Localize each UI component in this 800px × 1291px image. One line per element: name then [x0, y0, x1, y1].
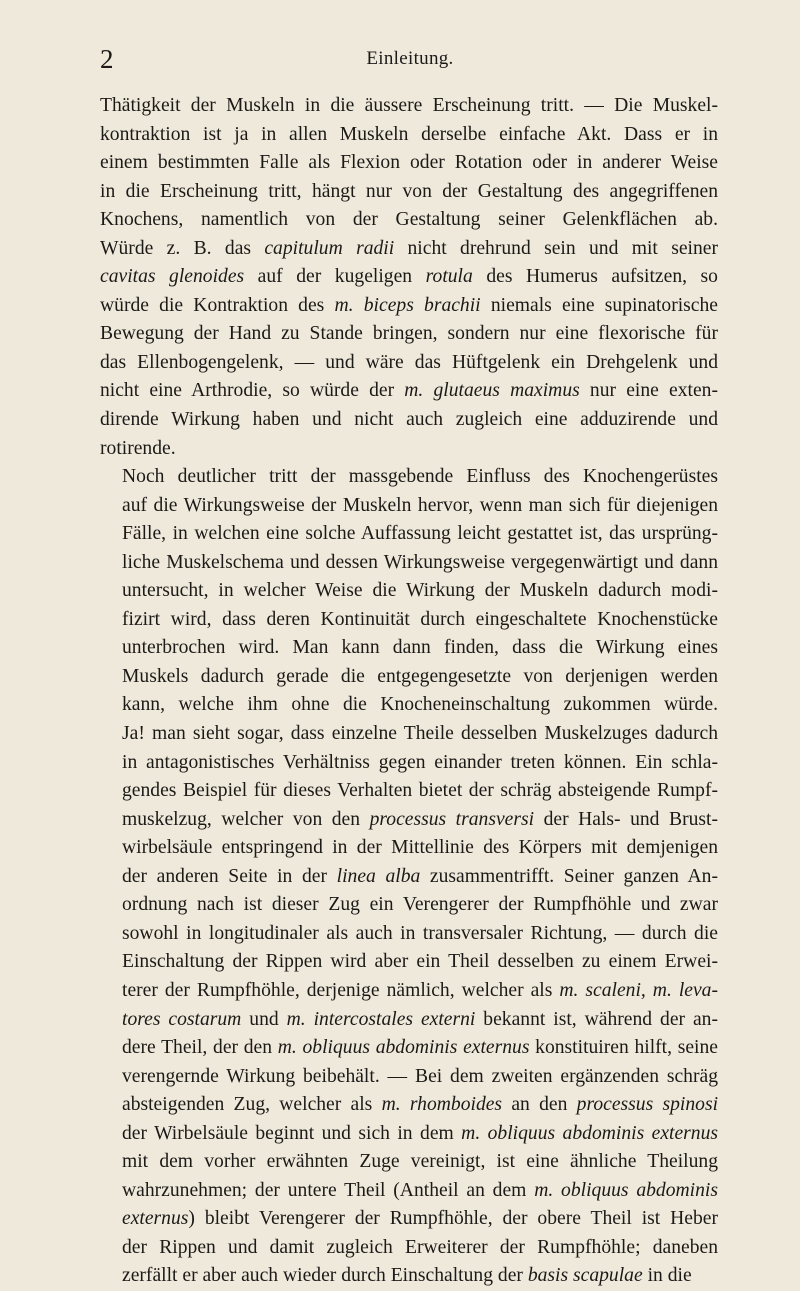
text-run: mit dem vorher erwähnten Zuge vereinigt, ist eine ähnliche Theilung — [122, 1151, 718, 1173]
text-line — [100, 977, 718, 1006]
text-line — [100, 520, 718, 549]
text-run: auf die Wirkungsweise der Muskeln hervor, wenn man sich für diejenigen — [122, 494, 718, 516]
text-run: an den — [502, 1094, 577, 1116]
text-line — [100, 206, 718, 235]
text-run: Muskels dadurch gerade die entgegengesetzte von derjenigen werden — [122, 665, 718, 687]
latin-term: m. intercostales externi — [286, 1008, 476, 1030]
text-line — [100, 577, 718, 606]
latin-term: linea alba — [336, 865, 421, 887]
latin-term: externus — [122, 1208, 189, 1230]
text-run: bekannt ist, während der an- — [475, 1008, 718, 1030]
text-run: kann, welche ihm ohne die Knocheneinschaltung zukommen würde. — [122, 694, 718, 716]
text-line — [100, 834, 718, 863]
latin-term: m. scaleni, m. leva- — [559, 979, 718, 1001]
text-line — [100, 406, 718, 435]
text-line — [100, 1177, 718, 1206]
text-run: würde die Kontraktion des — [100, 294, 335, 316]
text-line — [100, 492, 718, 521]
latin-term: tores costarum — [122, 1008, 242, 1030]
text-run: muskelzug, welcher von den — [122, 808, 370, 830]
text-line — [100, 863, 718, 892]
latin-term: m. rhomboides — [381, 1094, 503, 1116]
text-line — [100, 92, 718, 121]
text-run: und — [241, 1008, 287, 1030]
latin-term: m. obliquus abdominis externus — [461, 1122, 718, 1144]
text-run: konstituiren hilft, seine — [529, 1037, 718, 1059]
text-run: gendes Beispiel für dieses Verhalten bietet der schräg absteigende Rumpf- — [122, 780, 718, 802]
text-line — [100, 1148, 718, 1177]
running-head — [100, 44, 720, 74]
text-run: Würde z. B. das — [100, 237, 265, 259]
text-line — [100, 720, 718, 749]
text-run: des Humerus aufsitzen, so — [472, 266, 718, 288]
text-line — [100, 948, 718, 977]
text-run: liche Muskelschema und dessen Wirkungsweise vergegenwärtigt und dann — [122, 551, 718, 573]
text-line — [100, 377, 718, 406]
text-run: der Rippen und damit zugleich Erweiterer der Rumpfhöhle; daneben — [122, 1236, 718, 1258]
text-run: ordnung nach ist dieser Zug ein Verengerer der Rumpfhöhle und zwar — [122, 894, 718, 916]
text-line — [100, 806, 718, 835]
text-line — [100, 1205, 718, 1234]
text-run: Einschaltung der Rippen wird aber ein Theil desselben zu einem Erwei- — [122, 951, 718, 973]
latin-term: m. obliquus abdominis — [534, 1179, 718, 1201]
text-line — [100, 121, 718, 150]
text-run: zusammentrifft. Seiner ganzen An- — [420, 865, 718, 887]
text-line — [100, 1091, 718, 1120]
text-run: terer der Rumpfhöhle, derjenige nämlich, welcher als — [122, 979, 560, 1001]
text-run: untersucht, in welcher Weise die Wirkung der Muskeln dadurch modi- — [122, 580, 718, 602]
text-line — [100, 1034, 718, 1063]
text-run: der Hals- und Brust- — [534, 808, 718, 830]
text-run: sowohl in longitudinaler als auch in transversaler Richtung, — durch die — [122, 922, 718, 944]
latin-term: cavitas glenoides — [100, 266, 245, 288]
text-line — [100, 891, 718, 920]
text-line — [100, 691, 718, 720]
text-run: in die — [642, 1265, 692, 1287]
text-line — [100, 634, 718, 663]
text-run: in die Erscheinung tritt, hängt nur von der Gestaltung des angegriffenen — [100, 180, 718, 202]
text-run: dirende Wirkung haben und nicht auch zugleich eine adduzirende und — [100, 409, 718, 431]
text-line — [100, 749, 718, 778]
latin-term: m. glutaeus maximus — [404, 380, 580, 402]
text-line — [100, 349, 718, 378]
latin-term: rotula — [425, 266, 473, 288]
paragraph — [100, 463, 718, 1291]
text-line — [100, 1063, 718, 1092]
latin-term: capitulum radii — [264, 237, 395, 259]
text-run: Ja! man sieht sogar, dass einzelne Theile desselben Muskelzuges dadurch — [122, 723, 718, 745]
text-run: Noch deutlicher tritt der massgebende Einfluss des Knochengerüstes — [122, 466, 718, 488]
text-run: Fälle, in welchen eine solche Auffassung leicht gestattet ist, das ursprüng- — [122, 523, 718, 545]
text-line — [100, 1262, 718, 1291]
page-number: 2 — [100, 44, 114, 74]
text-line — [100, 435, 718, 464]
text-line — [100, 292, 718, 321]
text-line — [100, 777, 718, 806]
text-run: nicht drehrund sein und mit seiner — [394, 237, 718, 259]
running-title: Einleitung. — [366, 48, 454, 69]
text-run: auf der kugeligen — [244, 266, 426, 288]
text-line — [100, 1006, 718, 1035]
text-run: in antagonistisches Verhältniss gegen einander treten können. Ein schla- — [122, 751, 718, 773]
text-line — [100, 606, 718, 635]
text-run: kontraktion ist ja in allen Muskeln derselbe einfache Akt. Dass er in — [100, 123, 718, 145]
text-run: dere Theil, der den — [122, 1037, 278, 1059]
text-run: absteigenden Zug, welcher als — [122, 1094, 382, 1116]
text-line — [100, 549, 718, 578]
text-run: niemals eine supinatorische — [480, 294, 718, 316]
text-line — [100, 235, 718, 264]
latin-term: m. obliquus abdominis externus — [277, 1037, 530, 1059]
text-run: Knochens, namentlich von der Gestaltung seiner Gelenkflächen ab. — [100, 209, 718, 231]
text-line — [100, 263, 718, 292]
text-run: nur eine exten- — [579, 380, 718, 402]
text-run: nicht eine Arthrodie, so würde der — [100, 380, 405, 402]
text-run: Thätigkeit der Muskeln in die äussere Erscheinung tritt. — Die Muskel- — [100, 95, 718, 116]
latin-term: processus spinosi — [576, 1094, 718, 1116]
text-line — [100, 463, 718, 492]
text-run: rotirende. — [100, 437, 176, 459]
text-run: ) bleibt Verengerer der Rumpfhöhle, der obere Theil ist Heber — [188, 1208, 718, 1230]
text-line — [100, 1120, 718, 1149]
body-text — [100, 92, 718, 1291]
text-run: Bewegung der Hand zu Stande bringen, sondern nur eine flexorische für — [100, 323, 718, 345]
text-run: der Wirbelsäule beginnt und sich in dem — [122, 1122, 462, 1144]
text-run: zerfällt er aber auch wieder durch Einschaltung der — [122, 1265, 528, 1287]
text-line — [100, 920, 718, 949]
text-run: wirbelsäule entspringend in der Mittellinie des Körpers mit demjenigen — [122, 837, 718, 859]
text-run: verengernde Wirkung beibehält. — Bei dem zweiten ergänzenden schräg — [122, 1065, 718, 1087]
text-line — [100, 178, 718, 207]
text-run: der anderen Seite in der — [122, 865, 337, 887]
text-run: unterbrochen wird. Man kann dann finden, dass die Wirkung eines — [122, 637, 718, 659]
paragraph — [100, 92, 718, 463]
latin-term: m. biceps brachii — [334, 294, 481, 316]
text-run: einem bestimmten Falle als Flexion oder Rotation oder in anderer Weise — [100, 152, 718, 174]
text-line — [100, 320, 718, 349]
text-line — [100, 149, 718, 178]
latin-term: basis scapulae — [527, 1265, 643, 1287]
text-line — [100, 1234, 718, 1263]
text-run: fizirt wird, dass deren Kontinuität durch eingeschaltete Knochenstücke — [122, 608, 718, 630]
text-run: das Ellenbogengelenk, — und wäre das Hüftgelenk ein Drehgelenk und — [100, 351, 718, 373]
text-run: wahrzunehmen; der untere Theil (Antheil an dem — [122, 1179, 535, 1201]
latin-term: processus transversi — [369, 808, 535, 830]
text-line — [100, 663, 718, 692]
